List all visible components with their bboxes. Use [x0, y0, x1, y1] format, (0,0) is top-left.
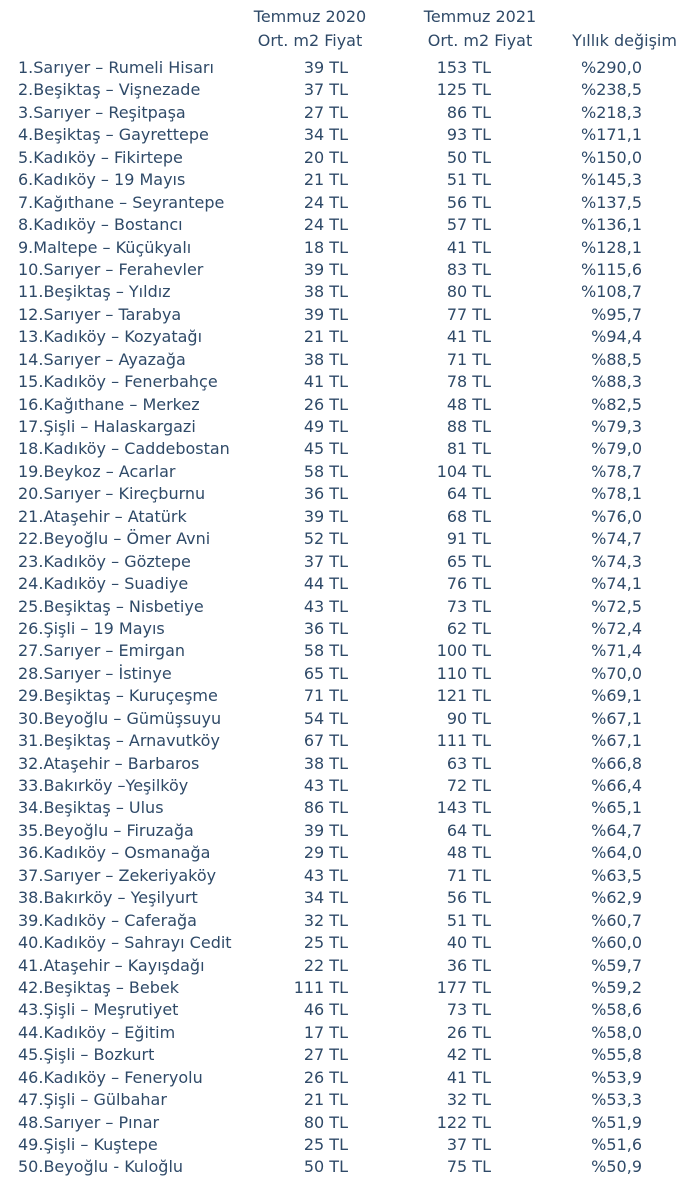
- price-2020-cell: 21 TL: [303, 170, 348, 190]
- district-name-cell: 29.Beşiktaş – Kuruçeşme: [18, 686, 218, 706]
- table-row: [0, 730, 689, 752]
- table-row: [0, 57, 689, 79]
- price-2020-cell: 21 TL: [303, 1090, 348, 1110]
- district-name-cell: 15.Kadıköy – Fenerbahçe: [18, 372, 218, 392]
- district-name-cell: 35.Beyoğlu – Firuzağa: [18, 820, 194, 840]
- price-2021-cell: 91 TL: [446, 529, 491, 549]
- yearly-change-cell: %53,9: [591, 1067, 642, 1087]
- table-row: [0, 1156, 689, 1178]
- price-2021-cell: 56 TL: [446, 888, 491, 908]
- yearly-change-cell: %50,9: [591, 1157, 642, 1177]
- table-row: [0, 304, 689, 326]
- yearly-change-cell: %67,1: [591, 731, 642, 751]
- table-row: [0, 281, 689, 303]
- district-name-cell: 44.Kadıköy – Eğitim: [18, 1022, 176, 1042]
- price-2021-cell: 51 TL: [446, 170, 491, 190]
- district-name-cell: 28.Sarıyer – İstinye: [18, 663, 172, 683]
- price-2020-cell: 38 TL: [303, 282, 348, 302]
- yearly-change-cell: %51,6: [591, 1135, 642, 1154]
- yearly-change-cell: %59,2: [591, 977, 642, 997]
- table-row: [0, 438, 689, 460]
- column-header-2021-line1: Temmuz 2021: [423, 7, 537, 26]
- yearly-change-cell: %78,7: [591, 461, 642, 481]
- yearly-change-cell: %108,7: [580, 282, 642, 302]
- yearly-change-cell: %290,0: [580, 58, 642, 77]
- price-2020-cell: 80 TL: [303, 1112, 348, 1132]
- table-row: [0, 506, 689, 528]
- table-row: [0, 394, 689, 416]
- district-name-cell: 10.Sarıyer – Ferahevler: [18, 259, 204, 279]
- price-2021-cell: 50 TL: [446, 147, 491, 167]
- yearly-change-cell: %66,8: [591, 753, 642, 773]
- price-2020-cell: 43 TL: [303, 596, 348, 616]
- yearly-change-cell: %78,1: [591, 484, 642, 504]
- yearly-change-cell: %62,9: [591, 888, 642, 908]
- table-row: [0, 618, 689, 640]
- district-name-cell: 13.Kadıköy – Kozyatağı: [18, 327, 203, 347]
- price-2021-cell: 51 TL: [446, 910, 491, 930]
- table-row: [0, 1089, 689, 1111]
- district-name-cell: 46.Kadıköy – Feneryolu: [18, 1067, 203, 1087]
- price-2020-cell: 37 TL: [303, 80, 348, 100]
- yearly-change-cell: %74,3: [591, 551, 642, 571]
- price-2020-cell: 18 TL: [303, 237, 348, 257]
- price-2021-cell: 100 TL: [436, 641, 491, 661]
- district-name-cell: 36.Kadıköy – Osmanağa: [18, 843, 211, 863]
- price-2020-cell: 65 TL: [303, 663, 348, 683]
- district-name-cell: 9.Maltepe – Küçükyalı: [18, 237, 192, 257]
- yearly-change-cell: %72,5: [591, 596, 642, 616]
- price-2021-cell: 153 TL: [436, 58, 491, 77]
- price-2021-cell: 37 TL: [446, 1135, 491, 1154]
- column-header-2020-line2: Ort. m2 Fiyat: [257, 31, 363, 50]
- price-2020-cell: 45 TL: [303, 439, 348, 459]
- table-row: [0, 551, 689, 573]
- table-row: [0, 1022, 689, 1044]
- price-2021-cell: 110 TL: [436, 663, 491, 683]
- yearly-change-cell: %51,9: [591, 1112, 642, 1132]
- price-2021-cell: 73 TL: [446, 596, 491, 616]
- price-2020-cell: 24 TL: [303, 215, 348, 235]
- price-2020-cell: 34 TL: [303, 125, 348, 145]
- yearly-change-cell: %70,0: [591, 663, 642, 683]
- district-name-cell: 11.Beşiktaş – Yıldız: [18, 282, 171, 302]
- district-name-cell: 45.Şişli – Bozkurt: [18, 1045, 155, 1065]
- yearly-change-cell: %67,1: [591, 708, 642, 728]
- price-2020-cell: 43 TL: [303, 776, 348, 795]
- price-2021-cell: 36 TL: [446, 955, 491, 975]
- district-name-cell: 22.Beyoğlu – Ömer Avni: [18, 529, 211, 549]
- price-2020-cell: 54 TL: [303, 708, 348, 728]
- price-2021-cell: 65 TL: [446, 551, 491, 571]
- price-2020-cell: 36 TL: [303, 618, 348, 638]
- price-2021-cell: 93 TL: [446, 125, 491, 145]
- district-name-cell: 41.Ataşehir – Kayışdağı: [18, 955, 205, 975]
- table-row: [0, 685, 689, 707]
- price-2020-cell: 17 TL: [303, 1022, 348, 1042]
- yearly-change-cell: %64,7: [591, 820, 642, 840]
- table-row: [0, 1067, 689, 1089]
- yearly-change-cell: %69,1: [591, 686, 642, 706]
- yearly-change-cell: %150,0: [580, 147, 642, 167]
- yearly-change-cell: %115,6: [580, 259, 642, 279]
- price-2021-cell: 122 TL: [436, 1112, 491, 1132]
- yearly-change-cell: %58,6: [591, 1000, 642, 1020]
- yearly-change-cell: %74,1: [591, 574, 642, 594]
- price-2020-cell: 71 TL: [303, 686, 348, 706]
- price-2020-cell: 27 TL: [303, 102, 348, 122]
- table-row: [0, 1044, 689, 1066]
- price-2021-cell: 64 TL: [446, 484, 491, 504]
- price-2020-cell: 58 TL: [303, 641, 348, 661]
- yearly-change-cell: %72,4: [591, 618, 642, 638]
- district-name-cell: 31.Beşiktaş – Arnavutköy: [18, 731, 220, 751]
- table-row: [0, 349, 689, 371]
- price-2020-cell: 46 TL: [303, 1000, 348, 1020]
- price-2020-cell: 24 TL: [303, 192, 348, 212]
- district-name-cell: 25.Beşiktaş – Nisbetiye: [18, 596, 204, 616]
- table-row: [0, 932, 689, 954]
- district-name-cell: 33.Bakırköy –Yeşilköy: [18, 776, 189, 795]
- price-2021-cell: 48 TL: [446, 394, 491, 414]
- price-2020-cell: 39 TL: [303, 820, 348, 840]
- district-name-cell: 39.Kadıköy – Caferağa: [18, 910, 197, 930]
- price-2021-cell: 40 TL: [446, 933, 491, 953]
- district-name-cell: 26.Şişli – 19 Mayıs: [18, 618, 165, 638]
- yearly-change-cell: %74,7: [591, 529, 642, 549]
- table-row: [0, 169, 689, 191]
- table-row: [0, 708, 689, 730]
- price-2021-cell: 71 TL: [446, 865, 491, 885]
- district-name-cell: 4.Beşiktaş – Gayrettepe: [18, 125, 209, 145]
- column-header-2021: [400, 5, 560, 53]
- district-name-cell: 14.Sarıyer – Ayazağa: [18, 349, 186, 369]
- price-2020-cell: 43 TL: [303, 865, 348, 885]
- yearly-change-cell: %94,4: [591, 327, 642, 347]
- district-name-cell: 19.Beykoz – Acarlar: [18, 461, 176, 481]
- price-2021-cell: 88 TL: [446, 417, 491, 436]
- price-2020-cell: 29 TL: [303, 843, 348, 863]
- price-2021-cell: 77 TL: [446, 304, 491, 324]
- table-row: [0, 1134, 689, 1156]
- table-row: [0, 865, 689, 887]
- price-2020-cell: 38 TL: [303, 349, 348, 369]
- price-2021-cell: 42 TL: [446, 1045, 491, 1065]
- district-name-cell: 1.Sarıyer – Rumeli Hisarı: [18, 58, 214, 77]
- district-name-cell: 7.Kağıthane – Seyrantepe: [18, 192, 225, 212]
- yearly-change-cell: %145,3: [580, 170, 642, 190]
- price-2020-cell: 52 TL: [303, 529, 348, 549]
- yearly-change-cell: %58,0: [591, 1022, 642, 1042]
- price-2021-cell: 83 TL: [446, 259, 491, 279]
- table-row: [0, 775, 689, 797]
- price-2020-cell: 27 TL: [303, 1045, 348, 1065]
- price-2020-cell: 67 TL: [303, 731, 348, 751]
- price-2020-cell: 38 TL: [303, 753, 348, 773]
- table-row: [0, 820, 689, 842]
- yearly-change-cell: %88,3: [591, 372, 642, 392]
- price-2021-cell: 111 TL: [436, 731, 491, 751]
- table-row: [0, 753, 689, 775]
- price-2020-cell: 21 TL: [303, 327, 348, 347]
- district-name-cell: 6.Kadıköy – 19 Mayıs: [18, 170, 186, 190]
- column-header-2020: [246, 5, 374, 53]
- table-row: [0, 79, 689, 101]
- table-row: [0, 910, 689, 932]
- yearly-change-cell: %60,7: [591, 910, 642, 930]
- price-2021-cell: 104 TL: [436, 461, 491, 481]
- price-2021-cell: 68 TL: [446, 506, 491, 526]
- price-2020-cell: 39 TL: [303, 58, 348, 77]
- table-row: [0, 371, 689, 393]
- price-2021-cell: 63 TL: [446, 753, 491, 773]
- price-2020-cell: 25 TL: [303, 933, 348, 953]
- price-2021-cell: 86 TL: [446, 102, 491, 122]
- yearly-change-cell: %63,5: [591, 865, 642, 885]
- price-2020-cell: 32 TL: [303, 910, 348, 930]
- price-2021-cell: 48 TL: [446, 843, 491, 863]
- table-body: [0, 57, 689, 1179]
- yearly-change-cell: %64,0: [591, 843, 642, 863]
- price-2021-cell: 143 TL: [436, 798, 491, 818]
- price-2020-cell: 50 TL: [303, 1157, 348, 1177]
- table-row: [0, 640, 689, 662]
- table-row: [0, 663, 689, 685]
- district-name-cell: 24.Kadıköy – Suadiye: [18, 574, 189, 594]
- district-name-cell: 42.Beşiktaş – Bebek: [18, 977, 179, 997]
- yearly-change-cell: %79,0: [591, 439, 642, 459]
- column-header-change: Yıllık değişim: [572, 31, 677, 50]
- price-2021-cell: 26 TL: [446, 1022, 491, 1042]
- price-2020-cell: 26 TL: [303, 1067, 348, 1087]
- yearly-change-cell: %60,0: [591, 933, 642, 953]
- price-2021-cell: 78 TL: [446, 372, 491, 392]
- district-name-cell: 43.Şişli – Meşrutiyet: [18, 1000, 179, 1020]
- price-2021-cell: 90 TL: [446, 708, 491, 728]
- table-row: [0, 259, 689, 281]
- price-2021-cell: 32 TL: [446, 1090, 491, 1110]
- table-row: [0, 124, 689, 146]
- table-row: [0, 999, 689, 1021]
- district-name-cell: 18.Kadıköy – Caddebostan: [18, 439, 230, 459]
- price-2021-cell: 71 TL: [446, 349, 491, 369]
- district-name-cell: 30.Beyoğlu – Gümüşsuyu: [18, 708, 222, 728]
- column-header-2021-line2: Ort. m2 Fiyat: [427, 31, 533, 50]
- table-row: [0, 416, 689, 438]
- yearly-change-cell: %136,1: [580, 215, 642, 235]
- price-2020-cell: 86 TL: [303, 798, 348, 818]
- price-2021-cell: 56 TL: [446, 192, 491, 212]
- price-2021-cell: 125 TL: [436, 80, 491, 100]
- table-row: [0, 573, 689, 595]
- price-2020-cell: 39 TL: [303, 304, 348, 324]
- price-2021-cell: 41 TL: [446, 237, 491, 257]
- district-name-cell: 21.Ataşehir – Atatürk: [18, 506, 187, 526]
- price-2021-cell: 62 TL: [446, 618, 491, 638]
- price-2020-cell: 44 TL: [303, 574, 348, 594]
- price-2021-cell: 81 TL: [446, 439, 491, 459]
- district-name-cell: 12.Sarıyer – Tarabya: [18, 304, 182, 324]
- price-2021-cell: 80 TL: [446, 282, 491, 302]
- table-row: [0, 237, 689, 259]
- yearly-change-cell: %238,5: [580, 80, 642, 100]
- district-name-cell: 38.Bakırköy – Yeşilyurt: [18, 888, 198, 908]
- district-name-cell: 48.Sarıyer – Pınar: [18, 1112, 160, 1132]
- price-2021-cell: 41 TL: [446, 1067, 491, 1087]
- price-2020-cell: 34 TL: [303, 888, 348, 908]
- yearly-change-cell: %79,3: [591, 417, 642, 436]
- table-row: [0, 977, 689, 999]
- table-row: [0, 147, 689, 169]
- price-2021-cell: 64 TL: [446, 820, 491, 840]
- table-row: [0, 797, 689, 819]
- yearly-change-cell: %76,0: [591, 506, 642, 526]
- table-row: [0, 1112, 689, 1134]
- table-row: [0, 955, 689, 977]
- yearly-change-cell: %171,1: [580, 125, 642, 145]
- price-2020-cell: 49 TL: [303, 417, 348, 436]
- yearly-change-cell: %55,8: [591, 1045, 642, 1065]
- table-row: [0, 214, 689, 236]
- yearly-change-cell: %65,1: [591, 798, 642, 818]
- district-name-cell: 40.Kadıköy – Sahrayı Cedit: [18, 933, 232, 953]
- district-name-cell: 27.Sarıyer – Emirgan: [18, 641, 186, 661]
- district-name-cell: 3.Sarıyer – Reşitpaşa: [18, 102, 186, 122]
- price-2021-cell: 121 TL: [436, 686, 491, 706]
- yearly-change-cell: %137,5: [580, 192, 642, 212]
- price-2020-cell: 111 TL: [293, 977, 348, 997]
- district-name-cell: 47.Şişli – Gülbahar: [18, 1090, 167, 1110]
- yearly-change-cell: %88,5: [591, 349, 642, 369]
- price-2020-cell: 36 TL: [303, 484, 348, 504]
- price-2021-cell: 177 TL: [436, 977, 491, 997]
- price-2021-cell: 75 TL: [446, 1157, 491, 1177]
- table-row: [0, 528, 689, 550]
- yearly-change-cell: %53,3: [591, 1090, 642, 1110]
- price-2020-cell: 37 TL: [303, 551, 348, 571]
- price-2021-cell: 76 TL: [446, 574, 491, 594]
- price-2020-cell: 20 TL: [303, 147, 348, 167]
- district-name-cell: 8.Kadıköy – Bostancı: [18, 215, 183, 235]
- district-name-cell: 20.Sarıyer – Kireçburnu: [18, 484, 206, 504]
- price-2020-cell: 26 TL: [303, 394, 348, 414]
- table-row: [0, 842, 689, 864]
- yearly-change-cell: %59,7: [591, 955, 642, 975]
- district-name-cell: 16.Kağıthane – Merkez: [18, 394, 200, 414]
- column-header-2020-line1: Temmuz 2020: [253, 7, 367, 26]
- price-2020-cell: 58 TL: [303, 461, 348, 481]
- yearly-change-cell: %128,1: [580, 237, 642, 257]
- district-name-cell: 50.Beyoğlu - Kuloğlu: [18, 1157, 184, 1177]
- price-2020-cell: 39 TL: [303, 259, 348, 279]
- price-2020-cell: 39 TL: [303, 506, 348, 526]
- district-name-cell: 5.Kadıköy – Fikirtepe: [18, 147, 183, 167]
- district-name-cell: 2.Beşiktaş – Vişnezade: [18, 80, 201, 100]
- price-2020-cell: 41 TL: [303, 372, 348, 392]
- price-2021-cell: 57 TL: [446, 215, 491, 235]
- yearly-change-cell: %218,3: [580, 102, 642, 122]
- yearly-change-cell: %82,5: [591, 394, 642, 414]
- table-row: [0, 326, 689, 348]
- price-2021-cell: 72 TL: [446, 776, 491, 795]
- table-row: [0, 596, 689, 618]
- district-name-cell: 32.Ataşehir – Barbaros: [18, 753, 200, 773]
- district-name-cell: 34.Beşiktaş – Ulus: [18, 798, 164, 818]
- yearly-change-cell: %95,7: [591, 304, 642, 324]
- yearly-change-cell: %66,4: [591, 776, 642, 795]
- district-name-cell: 23.Kadıköy – Göztepe: [18, 551, 191, 571]
- price-2020-cell: 25 TL: [303, 1135, 348, 1154]
- table-row: [0, 887, 689, 909]
- yearly-change-cell: %71,4: [591, 641, 642, 661]
- price-2020-cell: 22 TL: [303, 955, 348, 975]
- table-row: [0, 102, 689, 124]
- price-2021-cell: 73 TL: [446, 1000, 491, 1020]
- table-row: [0, 192, 689, 214]
- table-row: [0, 461, 689, 483]
- district-name-cell: 37.Sarıyer – Zekeriyaköy: [18, 865, 217, 885]
- district-name-cell: 49.Şişli – Kuştepe: [18, 1135, 158, 1154]
- district-name-cell: 17.Şişli – Halaskargazi: [18, 417, 196, 436]
- price-2021-cell: 41 TL: [446, 327, 491, 347]
- table-row: [0, 483, 689, 505]
